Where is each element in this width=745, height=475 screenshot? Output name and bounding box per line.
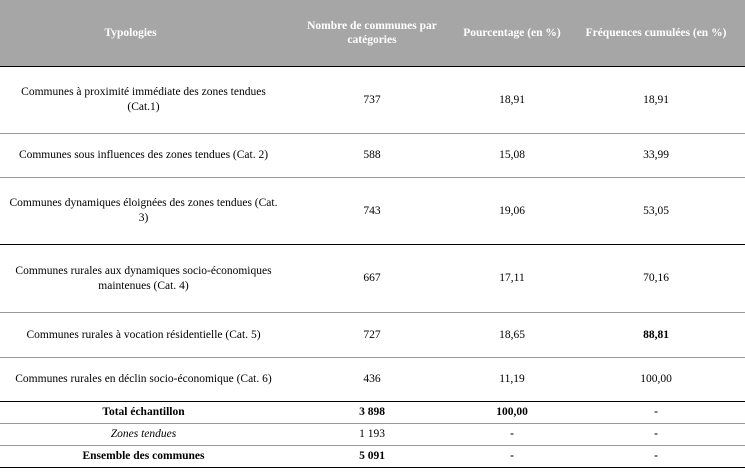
row-cumulative: 88,81 (567, 313, 745, 358)
row-label: Communes dynamiques éloignées des zones tendues (Cat. 3) (0, 178, 287, 245)
summary-label: Total échantillon (0, 402, 287, 424)
row-label: Communes rurales en déclin socio-économique (Cat. 6) (0, 358, 287, 402)
row-label: Communes à proximité immédiate des zones tendues (Cat.1) (0, 67, 287, 134)
table-row (0, 134, 745, 178)
summary-cumulative: - (567, 424, 745, 446)
row-percent: 18,65 (457, 313, 567, 358)
header-row (0, 0, 745, 67)
row-percent: 19,06 (457, 178, 567, 245)
row-cumulative: 18,91 (567, 67, 745, 134)
summary-percent: 100,00 (457, 402, 567, 424)
table-row (0, 358, 745, 402)
row-count: 588 (287, 134, 457, 178)
header-percent: Pourcentage (en %) (457, 0, 567, 67)
table-row (0, 178, 745, 245)
row-count: 743 (287, 178, 457, 245)
summary-cumulative: - (567, 446, 745, 468)
summary-row-zones (0, 424, 745, 446)
row-percent: 11,19 (457, 358, 567, 402)
row-cumulative: 53,05 (567, 178, 745, 245)
row-cumulative: 100,00 (567, 358, 745, 402)
row-label: Communes sous influences des zones tendues (Cat. 2) (0, 134, 287, 178)
summary-label: Ensemble des communes (0, 446, 287, 468)
summary-row-total (0, 402, 745, 424)
table-row (0, 313, 745, 358)
summary-count: 5 091 (287, 446, 457, 468)
summary-count: 3 898 (287, 402, 457, 424)
header-cumulative: Fréquences cumulées (en %) (567, 0, 745, 67)
table-row (0, 245, 745, 313)
row-count: 727 (287, 313, 457, 358)
summary-cumulative: - (567, 402, 745, 424)
row-count: 737 (287, 67, 457, 134)
row-count: 436 (287, 358, 457, 402)
header-typologies: Typologies (0, 0, 287, 67)
summary-percent: - (457, 446, 567, 468)
row-percent: 18,91 (457, 67, 567, 134)
row-label: Communes rurales à vocation résidentielle (Cat. 5) (0, 313, 287, 358)
table-row (0, 67, 745, 134)
summary-percent: - (457, 424, 567, 446)
summary-label: Zones tendues (0, 424, 287, 446)
row-count: 667 (287, 245, 457, 313)
row-cumulative: 33,99 (567, 134, 745, 178)
row-percent: 15,08 (457, 134, 567, 178)
table-header (0, 0, 745, 67)
row-percent: 17,11 (457, 245, 567, 313)
header-count: Nombre de communes par catégories (287, 0, 457, 67)
row-cumulative: 70,16 (567, 245, 745, 313)
summary-count: 1 193 (287, 424, 457, 446)
table-body (0, 67, 745, 468)
row-label: Communes rurales aux dynamiques socio-économiques maintenues (Cat. 4) (0, 245, 287, 313)
summary-row-all (0, 446, 745, 468)
